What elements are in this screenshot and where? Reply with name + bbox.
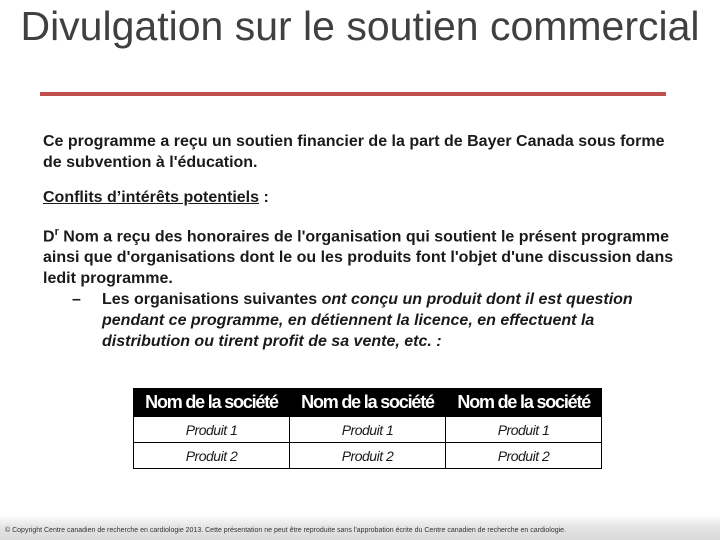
conflicts-colon: : [259, 189, 269, 206]
table-header-row [134, 388, 602, 417]
table-cell: Produit 2 [290, 443, 446, 469]
honoraria-text: Nom a reçu des honoraires de l'organisation qui soutient le présent programme ainsi que d'organisations dont le ou les produits font l'objet d'une discussion dans ledit programme. [43, 228, 674, 288]
sub-bullet [43, 289, 683, 352]
table-cell: Produit 2 [446, 443, 602, 469]
dr-prefix: D [43, 228, 55, 246]
copyright-footer: © Copyright Centre canadien de recherche en cardiologie 2013. Cette présentation ne peut être reproduite sans l'approbation écrite du Centre canadien de recherche en cardiologie. [5, 527, 567, 534]
conflicts-heading: Conflits d’intérêts potentiels [43, 189, 260, 206]
table-row [134, 417, 602, 443]
sub-bullet-italic: ont conçu un produit dont il est question pendant ce programme, en détiennent la licence, en effectuent la distribution ou tirent profit de sa vente, etc. : [102, 291, 633, 351]
table-row [134, 443, 602, 469]
title-divider [40, 92, 666, 96]
sub-bullet-normal: Les organisations suivantes [102, 291, 322, 309]
sponsor-table [133, 388, 602, 469]
table-cell: Produit 1 [134, 417, 290, 443]
table-header-cell: Nom de la société [446, 388, 602, 417]
table-cell: Produit 1 [446, 417, 602, 443]
table-header-cell: Nom de la société [134, 388, 290, 417]
slide-body [43, 131, 683, 352]
conflicts-heading-line [43, 187, 683, 208]
table-cell: Produit 1 [290, 417, 446, 443]
dash-bullet: – [72, 291, 81, 309]
honoraria-statement [43, 222, 683, 289]
funding-statement: Ce programme a reçu un soutien financier de la part de Bayer Canada sous forme de subvention à l'éducation. [43, 133, 665, 171]
table-cell: Produit 2 [134, 443, 290, 469]
slide-title: Divulgation sur le soutien commercial [20, 3, 700, 49]
table-header-cell: Nom de la société [290, 388, 446, 417]
dr-superscript: r [54, 226, 59, 238]
